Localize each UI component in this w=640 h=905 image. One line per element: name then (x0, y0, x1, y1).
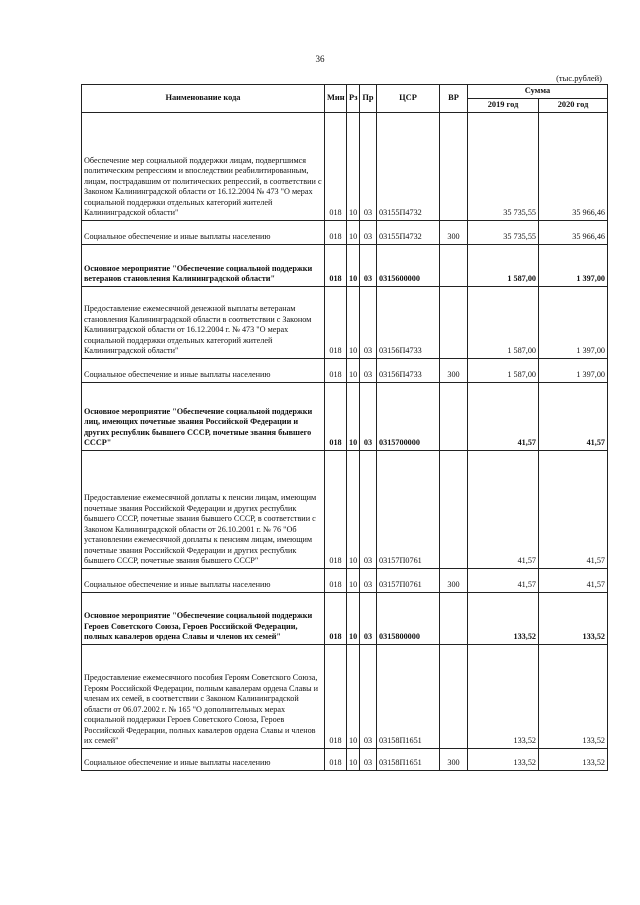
row-vr (440, 644, 468, 748)
row-pr: 03 (360, 358, 377, 382)
row-pr: 03 (360, 112, 377, 220)
row-vr: 300 (440, 220, 468, 244)
row-min: 018 (325, 244, 347, 286)
row-min: 018 (325, 568, 347, 592)
table-header (82, 85, 608, 113)
budget-table (81, 84, 608, 771)
row-2020: 41,57 (539, 450, 608, 568)
row-vr (440, 112, 468, 220)
row-pr: 03 (360, 220, 377, 244)
table-row (82, 644, 608, 748)
row-vr (440, 244, 468, 286)
row-csr: 03156П4733 (377, 286, 440, 358)
row-name: Основное мероприятие "Обеспечение социальной поддержки Героев Советского Союза, Героев Российской Федерации, полных кавалеров ордена Славы и членов их семей" (82, 592, 325, 644)
row-csr: 0315800000 (377, 592, 440, 644)
table-row (82, 382, 608, 450)
row-name: Обеспечение мер социальной поддержки лицам, подвергшимся политическим репрессиям и впоследствии реабилитированным, лицам, пострадавшим от политических репрессий, в соответствии с Законом Калининградской области от 16.12.2004 № 473 "О мерах социальной поддержки отдельных категорий жителей Калининградской области" (82, 112, 325, 220)
row-name: Предоставление ежемесячной денежной выплаты ветеранам становления Калининградской области в соответствии с Законом Калининградской области от 16.12.2004 г. № 473 "О мерах социальной поддержки отдельных категорий жителей Калининградской области" (82, 286, 325, 358)
row-2019: 133,52 (468, 748, 539, 770)
header-year-2019: 2019 год (468, 98, 539, 112)
row-csr: 03158П1651 (377, 644, 440, 748)
row-csr: 03155П4732 (377, 220, 440, 244)
row-rz: 10 (347, 358, 360, 382)
row-pr: 03 (360, 244, 377, 286)
row-pr: 03 (360, 644, 377, 748)
row-vr: 300 (440, 568, 468, 592)
row-2019: 41,57 (468, 382, 539, 450)
row-csr: 03157П0761 (377, 568, 440, 592)
table-row (82, 450, 608, 568)
row-name: Предоставление ежемесячного пособия Героям Советского Союза, Героям Российской Федерации, полным кавалерам ордена Славы и членам их семей, в соответствии с Законом Калининградской области от 06.07.2002 г. № 165 "О дополнительных мерах социальной поддержки Героев Советского Союза, Героев Российской Федерации, полных кавалеров ордена Славы и членов их семей" (82, 644, 325, 748)
row-vr (440, 592, 468, 644)
header-csr: ЦСР (377, 85, 440, 113)
row-2020: 133,52 (539, 748, 608, 770)
row-min: 018 (325, 382, 347, 450)
row-pr: 03 (360, 748, 377, 770)
row-vr: 300 (440, 358, 468, 382)
table-body (82, 112, 608, 770)
row-2019: 1 587,00 (468, 286, 539, 358)
table-row (82, 244, 608, 286)
row-pr: 03 (360, 450, 377, 568)
row-2020: 41,57 (539, 568, 608, 592)
row-csr: 03156П4733 (377, 358, 440, 382)
row-name: Социальное обеспечение и иные выплаты населению (82, 568, 325, 592)
row-min: 018 (325, 112, 347, 220)
row-vr (440, 450, 468, 568)
row-2019: 35 735,55 (468, 112, 539, 220)
row-2020: 133,52 (539, 644, 608, 748)
row-name: Социальное обеспечение и иные выплаты населению (82, 220, 325, 244)
row-rz: 10 (347, 568, 360, 592)
table-row (82, 592, 608, 644)
table-row (82, 568, 608, 592)
row-rz: 10 (347, 748, 360, 770)
row-2020: 133,52 (539, 592, 608, 644)
row-min: 018 (325, 220, 347, 244)
table-row (82, 748, 608, 770)
row-pr: 03 (360, 592, 377, 644)
row-rz: 10 (347, 450, 360, 568)
row-rz: 10 (347, 644, 360, 748)
row-pr: 03 (360, 382, 377, 450)
row-2019: 41,57 (468, 450, 539, 568)
row-2020: 41,57 (539, 382, 608, 450)
header-sum: Сумма (468, 85, 608, 99)
row-csr: 0315600000 (377, 244, 440, 286)
row-2019: 1 587,00 (468, 244, 539, 286)
row-2019: 1 587,00 (468, 358, 539, 382)
row-min: 018 (325, 592, 347, 644)
row-rz: 10 (347, 382, 360, 450)
table-row (82, 220, 608, 244)
row-2019: 133,52 (468, 644, 539, 748)
row-2019: 35 735,55 (468, 220, 539, 244)
header-name: Наименование кода (82, 85, 325, 113)
row-vr (440, 286, 468, 358)
table-row (82, 358, 608, 382)
table-row (82, 112, 608, 220)
header-vr: ВР (440, 85, 468, 113)
row-2020: 1 397,00 (539, 358, 608, 382)
header-min: Мин (325, 85, 347, 113)
row-pr: 03 (360, 568, 377, 592)
row-2019: 41,57 (468, 568, 539, 592)
table-row (82, 286, 608, 358)
row-csr: 0315700000 (377, 382, 440, 450)
row-csr: 03157П0761 (377, 450, 440, 568)
row-pr: 03 (360, 286, 377, 358)
row-name: Социальное обеспечение и иные выплаты населению (82, 358, 325, 382)
header-year-2020: 2020 год (539, 98, 608, 112)
row-rz: 10 (347, 592, 360, 644)
header-pr: Пр (360, 85, 377, 113)
row-2020: 35 966,46 (539, 112, 608, 220)
header-rz: Рз (347, 85, 360, 113)
row-name: Социальное обеспечение и иные выплаты населению (82, 748, 325, 770)
row-rz: 10 (347, 286, 360, 358)
row-min: 018 (325, 358, 347, 382)
row-name: Основное мероприятие "Обеспечение социальной поддержки лиц, имеющих почетные звания Российской Федерации и других республик бывшего СССР, почетные звания бывшего СССР" (82, 382, 325, 450)
row-2020: 1 397,00 (539, 286, 608, 358)
row-name: Основное мероприятие "Обеспечение социальной поддержки ветеранов становления Калининградской области" (82, 244, 325, 286)
row-2020: 35 966,46 (539, 220, 608, 244)
row-min: 018 (325, 644, 347, 748)
row-rz: 10 (347, 220, 360, 244)
row-min: 018 (325, 286, 347, 358)
row-min: 018 (325, 450, 347, 568)
row-min: 018 (325, 748, 347, 770)
row-2019: 133,52 (468, 592, 539, 644)
row-csr: 03155П4732 (377, 112, 440, 220)
row-csr: 03158П1651 (377, 748, 440, 770)
page-number: 36 (315, 54, 325, 64)
row-rz: 10 (347, 244, 360, 286)
units-label: (тыс.рублей) (556, 73, 602, 83)
row-2020: 1 397,00 (539, 244, 608, 286)
row-vr: 300 (440, 748, 468, 770)
row-vr (440, 382, 468, 450)
row-rz: 10 (347, 112, 360, 220)
row-name: Предоставление ежемесячной доплаты к пенсии лицам, имеющим почетные звания Российской Федерации и других республик бывшего СССР, почетные звания бывшего СССР, в соответствии с Законом Калининградской области от 26.10.2001 г. № 76 "Об установлении ежемесячной доплаты к пенсиям лицам, имеющим почетные звания Российской Федерации и других республик бывшего СССР, почетные звания бывшего СССР" (82, 450, 325, 568)
